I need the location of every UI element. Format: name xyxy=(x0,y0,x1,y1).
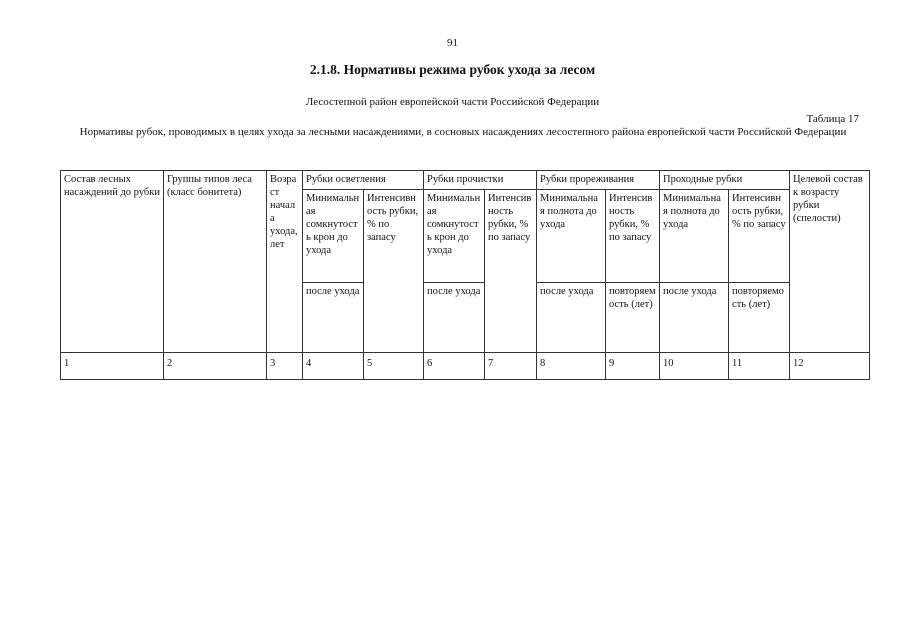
header-passage-intensity: Интенсивность рубки, % по запасу xyxy=(729,190,790,283)
header-thinning-min-stocking: Минимальная полнота до ухода xyxy=(537,190,606,283)
header-thinning-repeat: повторяемость (лет) xyxy=(606,283,660,353)
table-caption: Нормативы рубок, проводимых в целях ухода за лесными насаждениями, в сосновых насаждениях лесостепного района европейской части Российской Федерации xyxy=(79,126,847,138)
table-number: Таблица 17 xyxy=(806,113,859,125)
header-target-composition: Целевой состав к возрасту рубки (спелости) xyxy=(790,171,870,353)
header-thinning-after: после ухода xyxy=(537,283,606,353)
column-number: 4 xyxy=(303,353,364,380)
column-number-row xyxy=(61,353,870,380)
norms-table xyxy=(60,170,870,380)
section-title: 2.1.8. Нормативы режима рубок ухода за лесом xyxy=(309,62,596,77)
column-number: 6 xyxy=(424,353,485,380)
header-group-passage: Проходные рубки xyxy=(660,171,790,190)
header-group-thinning: Рубки прореживания xyxy=(537,171,660,190)
header-group-clearing: Рубки осветления xyxy=(303,171,424,190)
header-passage-after: после ухода xyxy=(660,283,729,353)
header-passage-min-stocking: Минимальная полнота до ухода xyxy=(660,190,729,283)
column-number: 7 xyxy=(485,353,537,380)
header-clearing-after: после ухода xyxy=(303,283,364,353)
header-cleaning-after: после ухода xyxy=(424,283,485,353)
column-number: 11 xyxy=(729,353,790,380)
header-passage-repeat: повторяемость (лет) xyxy=(729,283,790,353)
column-number: 12 xyxy=(790,353,870,380)
header-start-age: Возраст начала ухода, лет xyxy=(267,171,303,353)
header-row-groups xyxy=(61,171,870,190)
header-cleaning-min-density: Минимальная сомкнутость крон до ухода xyxy=(424,190,485,283)
column-number: 10 xyxy=(660,353,729,380)
column-number: 5 xyxy=(364,353,424,380)
column-number: 8 xyxy=(537,353,606,380)
header-cleaning-intensity: Интенсивность рубки, % по запасу xyxy=(485,190,537,353)
column-number: 2 xyxy=(164,353,267,380)
region-subtitle: Лесостепной район европейской части Российской Федерации xyxy=(305,96,600,108)
header-composition: Состав лесных насаждений до рубки xyxy=(61,171,164,353)
header-thinning-intensity: Интенсивность рубки, % по запасу xyxy=(606,190,660,283)
header-clearing-min-density: Минимальная сомкнутость крон до ухода xyxy=(303,190,364,283)
header-clearing-intensity: Интенсивность рубки, % по запасу xyxy=(364,190,424,353)
column-number: 9 xyxy=(606,353,660,380)
column-number: 1 xyxy=(61,353,164,380)
page-number: 91 xyxy=(447,37,458,49)
header-group-cleaning: Рубки прочистки xyxy=(424,171,537,190)
header-forest-type: Группы типов леса (класс бонитета) xyxy=(164,171,267,353)
column-number: 3 xyxy=(267,353,303,380)
